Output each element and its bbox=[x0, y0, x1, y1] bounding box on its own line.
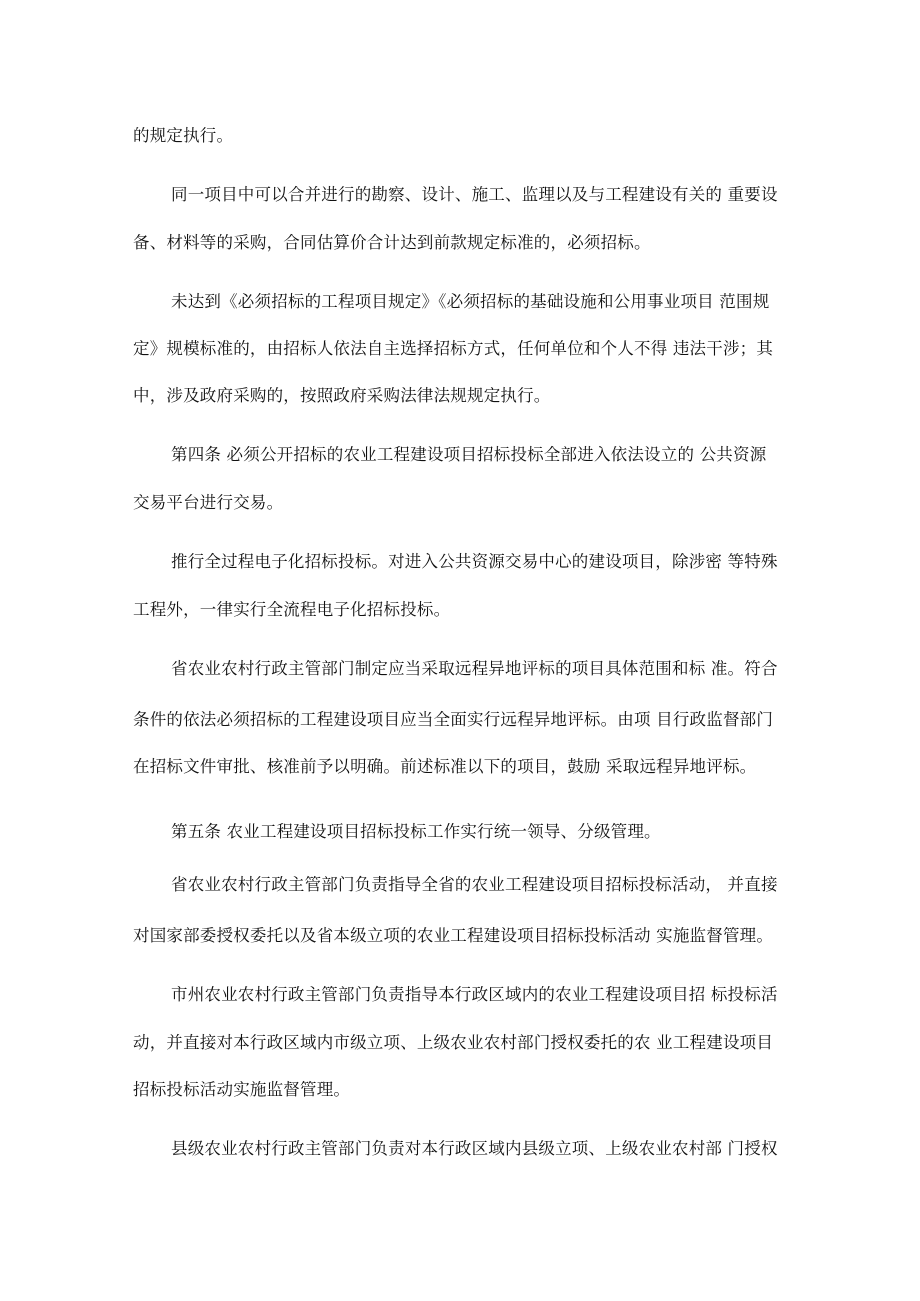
text-line: 同一项目中可以合并进行的勘察、设计、施工、监理以及与工程建设有关的 重要设 bbox=[171, 185, 778, 204]
text-line: 备、材料等的采购，合同估算价合计达到前款规定标准的，必须招标。 bbox=[133, 233, 651, 252]
text-line: 省农业农村行政主管部门制定应当采取远程异地评标的项目具体范围和标 准。符合 bbox=[171, 659, 778, 678]
text-line: 第五条 农业工程建设项目招标投标工作实行统一领导、分级管理。 bbox=[171, 822, 661, 841]
text-line: 工程外，一律实行全流程电子化招标投标。 bbox=[133, 600, 451, 619]
text-line: 的规定执行。 bbox=[133, 126, 234, 145]
text-line: 第四条 必须公开招标的农业工程建设项目招标投标全部进入依法设立的 公共资源 bbox=[171, 445, 767, 464]
text-line: 对国家部委授权委托以及省本级立项的农业工程建设项目招标投标活动 实施监督管理。 bbox=[133, 926, 774, 945]
text-line: 交易平台进行交易。 bbox=[133, 493, 284, 512]
text-line: 定》规模标准的，由招标人依法自主选择招标方式，任何单位和个人不得 违法干涉；其 bbox=[133, 339, 774, 358]
text-line: 在招标文件审批、核准前予以明确。前述标准以下的项目，鼓励 采取远程异地评标。 bbox=[133, 757, 757, 776]
text-line: 县级农业农村行政主管部门负责对本行政区域内县级立项、上级农业农村部 门授权 bbox=[171, 1139, 778, 1158]
text-line: 动，并直接对本行政区域内市级立项、上级农业农村部门授权委托的农 业工程建设项目 bbox=[133, 1033, 774, 1052]
text-line: 未达到《必须招标的工程项目规定》《必须招标的基础设施和公用事业项目 范围规 bbox=[171, 292, 770, 311]
text-line: 招标投标活动实施监督管理。 bbox=[133, 1080, 351, 1099]
text-line: 省农业农村行政主管部门负责指导全省的农业工程建设项目招标投标活动， 并直接 bbox=[171, 875, 778, 894]
text-line: 推行全过程电子化招标投标。对进入公共资源交易中心的建设项目，除涉密 等特殊 bbox=[171, 552, 778, 571]
text-line: 条件的依法必须招标的工程建设项目应当全面实行远程异地评标。由项 目行政监督部门 bbox=[133, 710, 774, 729]
text-line: 中，涉及政府采购的，按照政府采购法律法规规定执行。 bbox=[133, 386, 551, 405]
text-line: 市州农业农村行政主管部门负责指导本行政区域内的农业工程建设项目招 标投标活 bbox=[171, 985, 778, 1004]
